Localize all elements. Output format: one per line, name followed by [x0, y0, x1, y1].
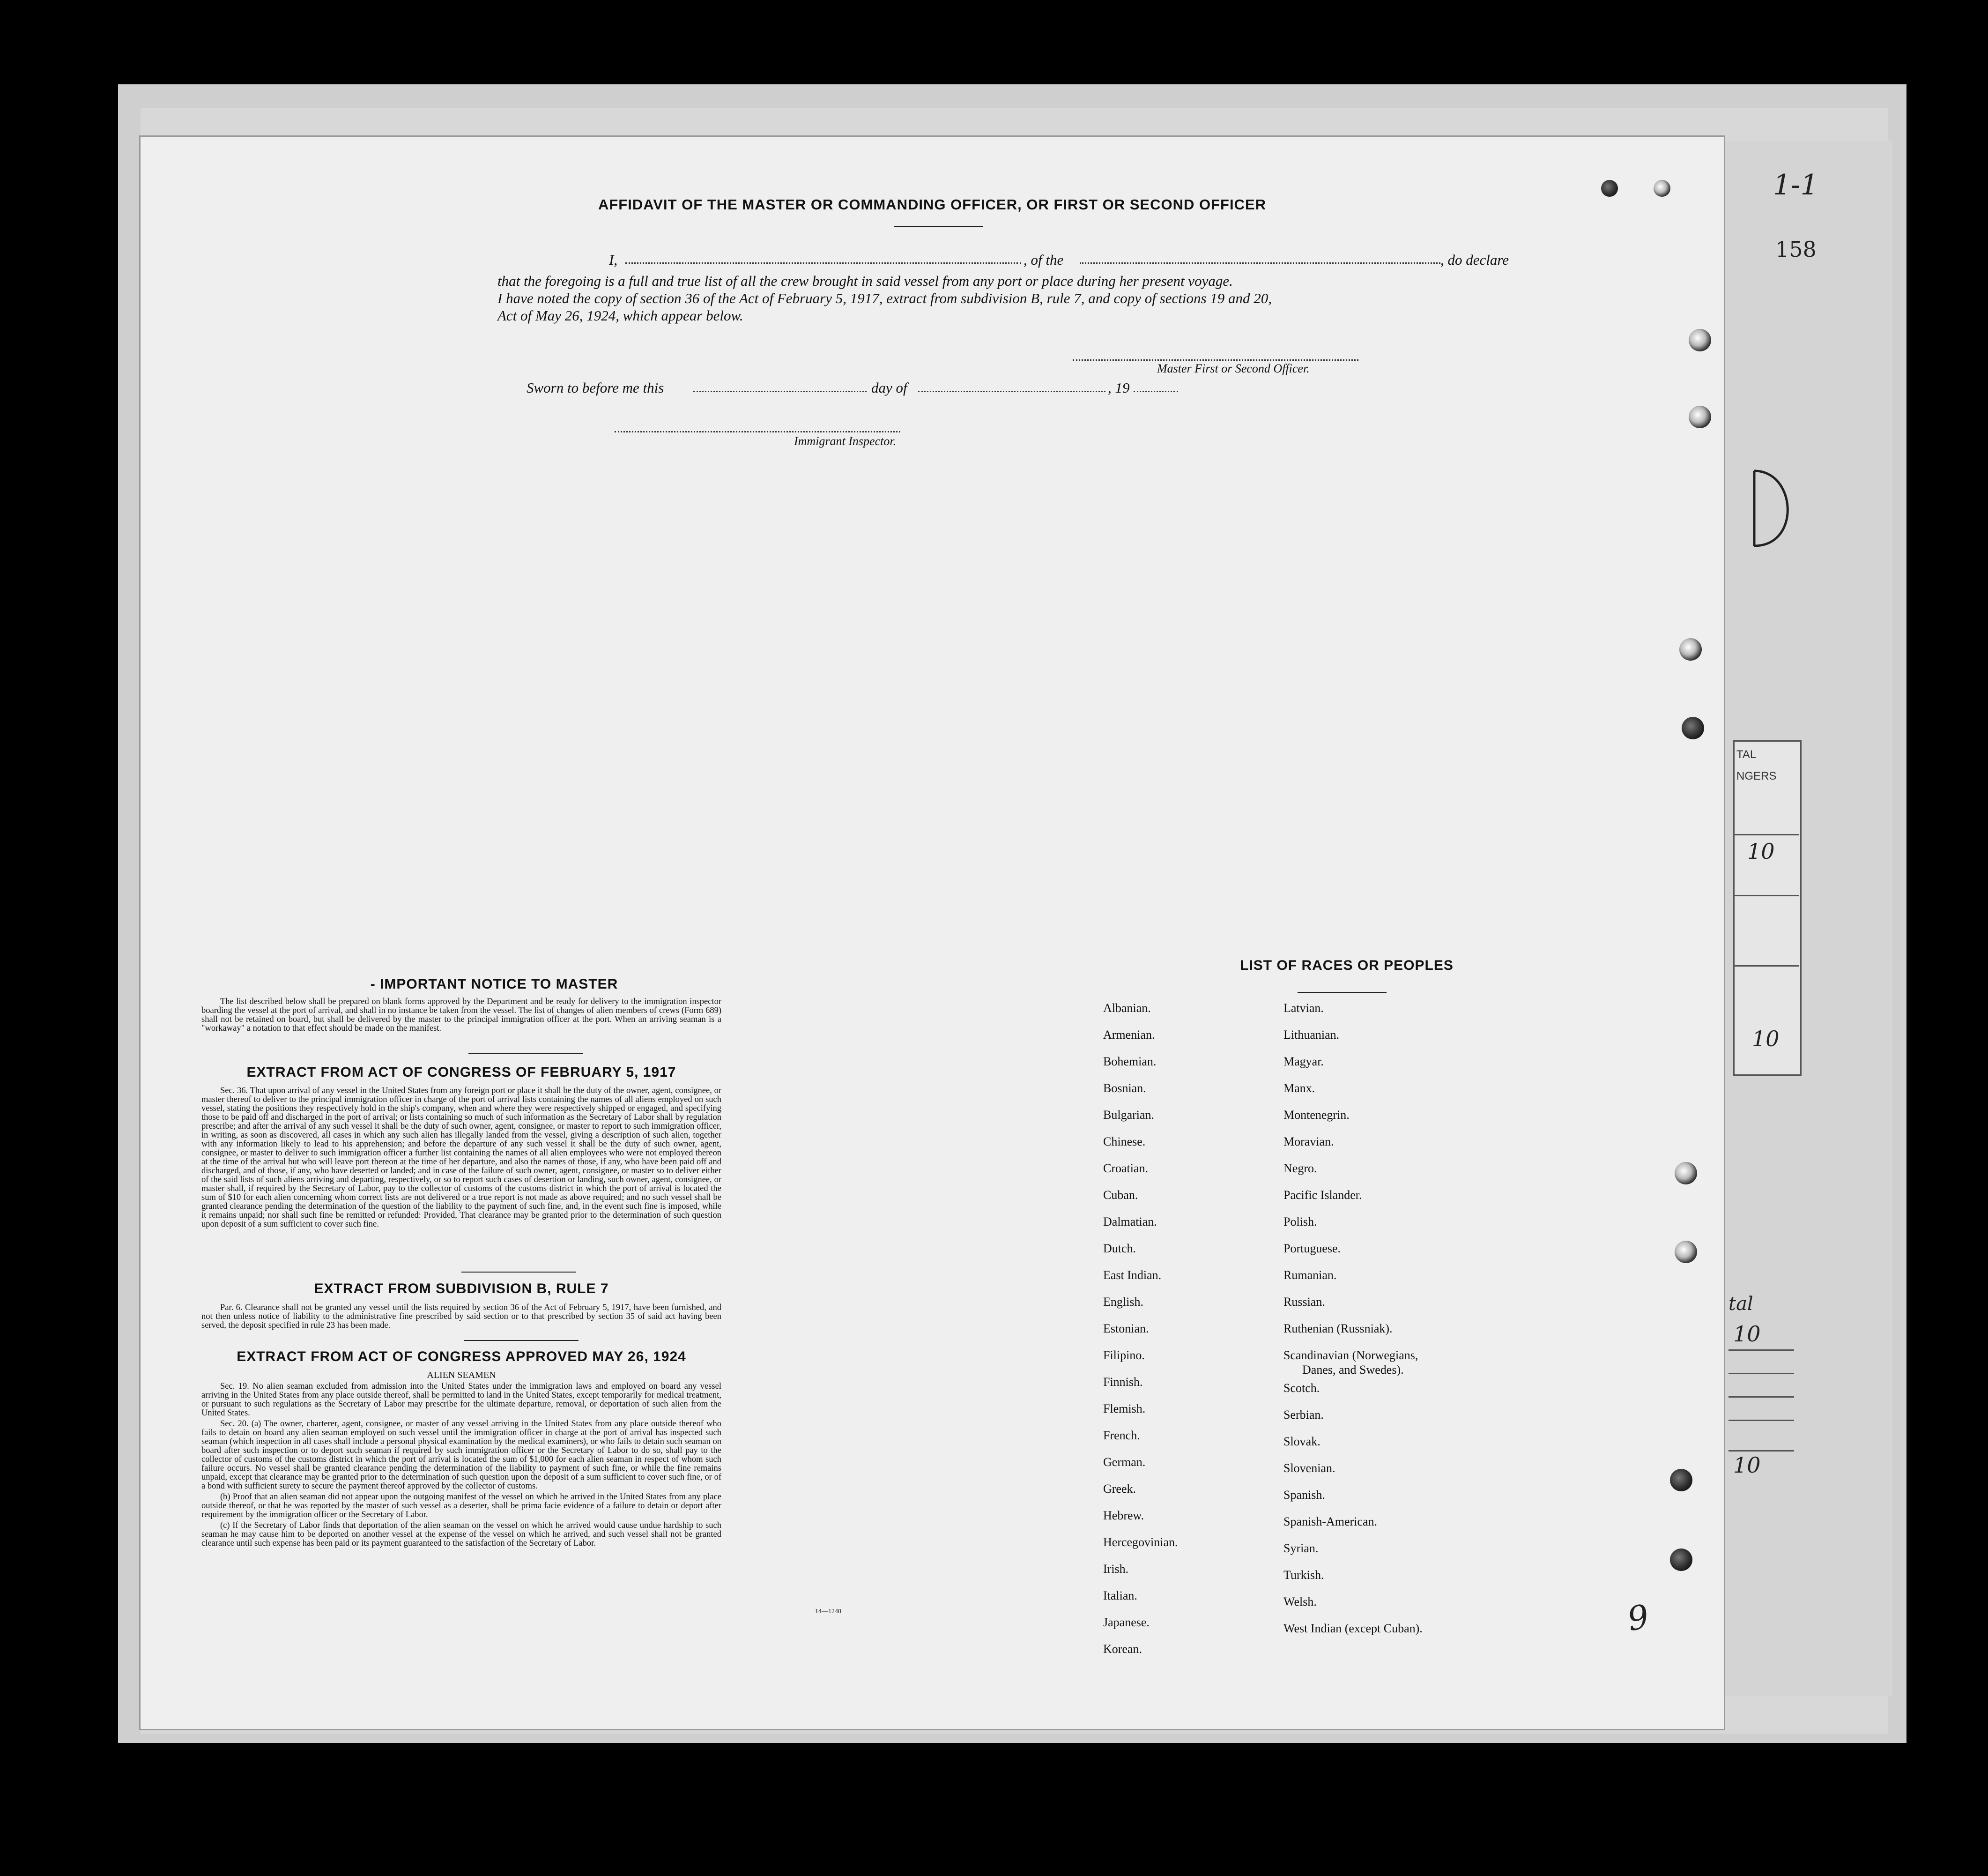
- race-entry: Estonian.: [1103, 1322, 1149, 1335]
- race-entry: Albanian.: [1103, 1001, 1151, 1015]
- inspector-blank[interactable]: [615, 431, 900, 432]
- race-entry: Bulgarian.: [1103, 1108, 1155, 1122]
- extract-1917-body: Sec. 36. That upon arrival of any vessel in the United States from any foreign port or place it shall be the duty of the owner, agent, consignee, or master thereof to deliver to the principal immigration officer in charge of the port of arrival lists containing the names of all aliens employed on such vessel, stating the positions they respectively hold in the ship's company, when and where they were respectively shipped or engaged, and specifying those to be paid off and discharged in the port of arrival; or lists containing so much of such information as the Secretary of Labor shall by regulation prescribe; and after the arrival of any such vessel it shall be the duty of such owner, agent, consignee, or master to report to such immigration officer, in writing, as soon as discovered, all cases in which any such alien has illegally landed from the vessel, giving a description of such alien, together with any information likely to lead to his apprehension; and before the departure of any such vessel it shall be the duty of such owner, agent, consignee, or master to deliver to such immigration officer a further list containing the names of all alien employees who were not employed thereon at the time of the arrival but who will leave port thereon at the time of her departure, and also the names of those, if any, who have been paid off and discharged, and of those, if any, who have deserted or landed; and in case of the failure of such owner, agent, consignee, or master so to deliver either of the said lists of such aliens arriving and departing, respectively, or so to report such cases of desertion or landing, such owner, agent, consignee, or master shall, if required by the Secretary of Labor, pay to the collector of customs of the customs district in which the port of arrival is located the sum of $10 for each alien concerning whom correct lists are not delivered or a true report is not made as above required; and no such vessel shall be granted clearance pending the determination of the question of the liability to the payment of such fine, and, in the event such fine is imposed, while it remains unpaid; nor shall such fine be remitted or refunded: Provided, That clearance may be granted prior to the determination of such question upon deposit of a sum sufficient to cover such fine.: [201, 1086, 721, 1229]
- section-rule: [461, 1272, 576, 1273]
- extract-1924-subtitle: ALIEN SEAMEN: [427, 1370, 496, 1380]
- race-entry: Danes, and Swedes).: [1302, 1363, 1404, 1377]
- extract-1924-title: EXTRACT FROM ACT OF CONGRESS APPROVED MAY 26, 1924: [237, 1349, 686, 1364]
- affidavit-line1-mid: , of the: [1024, 252, 1064, 268]
- race-entry: Bohemian.: [1103, 1055, 1157, 1068]
- sworn-year-blank[interactable]: [1134, 391, 1178, 392]
- race-entry: Moravian.: [1283, 1135, 1334, 1148]
- rule7-title: EXTRACT FROM SUBDIVISION B, RULE 7: [314, 1281, 609, 1296]
- race-entry: Scandinavian (Norwegians,: [1283, 1348, 1418, 1362]
- total-passengers-box: [1733, 740, 1802, 1076]
- punch-hole: [1670, 1548, 1692, 1571]
- section-rule: [464, 1340, 579, 1341]
- race-entry: German.: [1103, 1455, 1146, 1469]
- sworn-month-blank[interactable]: [918, 391, 1105, 392]
- notice-body: The list described below shall be prepared on blank forms approved by the Department and be ready for delivery to the immigration inspector boarding the vessel at the port of arrival, and shall in no instance be taken from the vessel. The list of changes of alien members of crews (Form 689) shall not be retained on board, but shall be delivered by the master to the principal immigration officer at the port. When an arriving seaman is a "workaway" a notation to that effect should be made on the manifest.: [201, 997, 721, 1033]
- total-line: [1728, 1420, 1794, 1421]
- race-entry: Flemish.: [1103, 1402, 1146, 1415]
- race-entry: Montenegrin.: [1283, 1108, 1350, 1122]
- race-entry: Hercegovinian.: [1103, 1535, 1178, 1549]
- handwritten-circle-mark: [1740, 466, 1806, 551]
- punch-hole: [1679, 638, 1702, 661]
- race-entry: Negro.: [1283, 1161, 1317, 1175]
- handwritten-total-1: 10: [1747, 839, 1775, 864]
- race-entry: Cuban.: [1103, 1188, 1138, 1202]
- race-entry: Japanese.: [1103, 1615, 1150, 1629]
- affidavit-line1-start: I,: [609, 252, 618, 268]
- title-rule: [894, 226, 983, 227]
- affidavit-line4: Act of May 26, 1924, which appear below.: [497, 307, 743, 324]
- notice-title: - IMPORTANT NOTICE TO MASTER: [370, 976, 618, 992]
- total-line: [1728, 1450, 1794, 1452]
- race-entry: Croatian.: [1103, 1161, 1149, 1175]
- race-entry: Slovenian.: [1283, 1461, 1335, 1475]
- total-label: tal: [1728, 1293, 1753, 1315]
- total-box-line: [1733, 834, 1799, 835]
- race-entry: Finnish.: [1103, 1375, 1143, 1389]
- race-entry: Irish.: [1103, 1562, 1129, 1576]
- race-entry: Spanish.: [1283, 1488, 1325, 1502]
- punch-hole: [1689, 329, 1711, 351]
- total-line: [1728, 1396, 1794, 1398]
- handwritten-total-3: 10: [1733, 1321, 1761, 1347]
- sworn-year-label: , 19: [1108, 380, 1130, 396]
- race-entry: Welsh.: [1283, 1595, 1317, 1608]
- extract-1924-block: [201, 1382, 721, 1550]
- race-entry: West Indian (except Cuban).: [1283, 1622, 1423, 1635]
- affidavit-line3: I have noted the copy of section 36 of the Act of February 5, 1917, extract from subdivision B, rule 7, and copy of sections 19 and 20,: [497, 290, 1272, 306]
- notice-body-block: [201, 998, 721, 1035]
- signature-label: Master First or Second Officer.: [1157, 362, 1310, 375]
- race-entry: Rumanian.: [1283, 1268, 1337, 1282]
- sworn-day-blank[interactable]: [693, 391, 867, 392]
- race-entry: French.: [1103, 1429, 1140, 1442]
- affidavit-line2: that the foregoing is a full and true list of all the crew brought in said vessel from any port or place during her present voyage.: [497, 273, 1233, 289]
- punch-hole: [1675, 1241, 1697, 1263]
- extract-1917-block: [201, 1087, 721, 1231]
- affidavit-page: [141, 137, 1724, 1729]
- sec20c-body: (c) If the Secretary of Labor finds that deportation of the alien seaman on the vessel on which he arrived would cause undue hardship to such seaman he may cause him to be deported on another vessel at the expense of the vessel on which he arrived, and such vessel shall not be granted clearance until such expense has been paid or its payment guaranteed to the satisfaction of the Secretary of Labor.: [201, 1521, 721, 1548]
- race-entry: Portuguese.: [1283, 1242, 1341, 1255]
- race-entry: Dalmatian.: [1103, 1215, 1157, 1228]
- races-title: LIST OF RACES OR PEOPLES: [1240, 958, 1454, 973]
- race-entry: Magyar.: [1283, 1055, 1324, 1068]
- handwritten-total-4: 10: [1733, 1452, 1761, 1478]
- race-entry: Lithuanian.: [1283, 1028, 1340, 1042]
- handwritten-bottom-mark: 9: [1625, 1597, 1652, 1639]
- race-entry: Polish.: [1283, 1215, 1317, 1228]
- race-entry: Slovak.: [1283, 1435, 1320, 1448]
- race-entry: Pacific Islander.: [1283, 1188, 1362, 1202]
- form-number: 14—1240: [815, 1608, 841, 1615]
- signature-blank[interactable]: [1073, 359, 1358, 361]
- total-box-line: [1733, 965, 1799, 967]
- race-entry: Filipino.: [1103, 1348, 1145, 1362]
- vessel-blank[interactable]: [1080, 262, 1440, 264]
- race-entry: Korean.: [1103, 1642, 1142, 1656]
- race-entry: Chinese.: [1103, 1135, 1146, 1148]
- race-entry: Scotch.: [1283, 1381, 1320, 1395]
- race-entry: Armenian.: [1103, 1028, 1155, 1042]
- total-box-line: [1733, 895, 1799, 896]
- sworn-day-label: day of: [871, 380, 907, 396]
- race-entry: Greek.: [1103, 1482, 1136, 1496]
- punch-hole: [1670, 1469, 1692, 1491]
- sec20a-body: Sec. 20. (a) The owner, charterer, agent, consignee, or master of any vessel arriving in the United States from any place outside thereof who fails to detain on board any alien seaman employed on such vessel until the immigration officer in charge at the port of arrival has inspected such seaman (which inspection in all cases shall include a personal physical examination by the medical examiners), or who fails to detain such seaman on board after such inspection or to deport such seaman if required by such immigration officer or the Secretary of Labor to do so, shall pay to the collector of customs of the customs district in which the port of arrival is located the sum of $1,000 for each alien seaman in respect of whom such failure occurs. No vessel shall be granted clearance pending the determination of the liability to payment of such fine, or while the fine remains unpaid, except that clearance may be granted prior to the determination of such question upon the deposit of a sum sufficient to cover such fine, or of a bond with sufficient surety to secure the payment thereof approved by the collector of customs.: [201, 1419, 721, 1491]
- punch-hole: [1675, 1162, 1697, 1184]
- name-blank[interactable]: [625, 262, 1021, 264]
- affidavit-title: AFFIDAVIT OF THE MASTER OR COMMANDING OFFICER, OR FIRST OR SECOND OFFICER: [598, 196, 1267, 213]
- race-entry: Bosnian.: [1103, 1081, 1146, 1095]
- race-entry: Dutch.: [1103, 1242, 1136, 1255]
- race-entry: Manx.: [1283, 1081, 1315, 1095]
- punch-hole: [1682, 717, 1704, 739]
- race-entry: East Indian.: [1103, 1268, 1162, 1282]
- total-line: [1728, 1349, 1794, 1351]
- sec20b-body: (b) Proof that an alien seaman did not appear upon the outgoing manifest of the vessel on which he arrived in the United States from any place outside thereof, or that he was reported by the master of such vessel as a deserter, shall be prima facie evidence of a failure to detain or deport after requirement by the immigration officer or the Secretary of Labor.: [201, 1492, 721, 1519]
- section-rule: [468, 1053, 583, 1054]
- total-box-header-1: TAL: [1736, 748, 1757, 761]
- race-entry: Russian.: [1283, 1295, 1325, 1309]
- extract-1917-title: EXTRACT FROM ACT OF CONGRESS OF FEBRUARY 5, 1917: [246, 1065, 676, 1080]
- races-rule: [1298, 992, 1387, 993]
- handwritten-top-right: 1-1: [1773, 169, 1818, 201]
- rule7-body: Par. 6. Clearance shall not be granted any vessel until the lists required by section 36 of the Act of February 5, 1917, have been furnished, and not then unless notice of liability to the administrative fine prescribed by said section or to that prescribed by section 35 of said act having been served, the deposit specified in rule 23 has been made.: [201, 1303, 721, 1330]
- race-entry: Turkish.: [1283, 1568, 1324, 1582]
- race-entry: Spanish-American.: [1283, 1515, 1378, 1528]
- punch-hole: [1654, 180, 1670, 197]
- race-entry: Syrian.: [1283, 1541, 1319, 1555]
- race-entry: Latvian.: [1283, 1001, 1324, 1015]
- rule7-block: [201, 1303, 721, 1332]
- handwritten-total-2: 10: [1752, 1026, 1780, 1051]
- race-entry: Serbian.: [1283, 1408, 1324, 1422]
- race-entry: Hebrew.: [1103, 1509, 1144, 1522]
- total-line: [1728, 1373, 1794, 1374]
- page-number: 158: [1775, 237, 1817, 262]
- sworn-line-start: Sworn to before me this: [527, 380, 664, 396]
- affidavit-line1-end: , do declare: [1440, 252, 1509, 268]
- inspector-label: Immigrant Inspector.: [794, 434, 897, 448]
- sec19-body: Sec. 19. No alien seaman excluded from admission into the United States under the immigration laws and employed on board any vessel arriving in the United States from any place outside thereof, shall be permitted to land in the United States, except temporarily for medical treatment, or pursuant to such regulations as the Secretary of Labor may prescribe for the ultimate departure, removal, or deportation of such alien from the United States.: [201, 1382, 721, 1418]
- punch-hole: [1601, 180, 1618, 197]
- punch-hole: [1689, 406, 1711, 428]
- race-entry: Ruthenian (Russniak).: [1283, 1322, 1393, 1335]
- race-entry: Italian.: [1103, 1589, 1137, 1602]
- race-entry: English.: [1103, 1295, 1143, 1309]
- total-box-header-2: NGERS: [1736, 770, 1777, 782]
